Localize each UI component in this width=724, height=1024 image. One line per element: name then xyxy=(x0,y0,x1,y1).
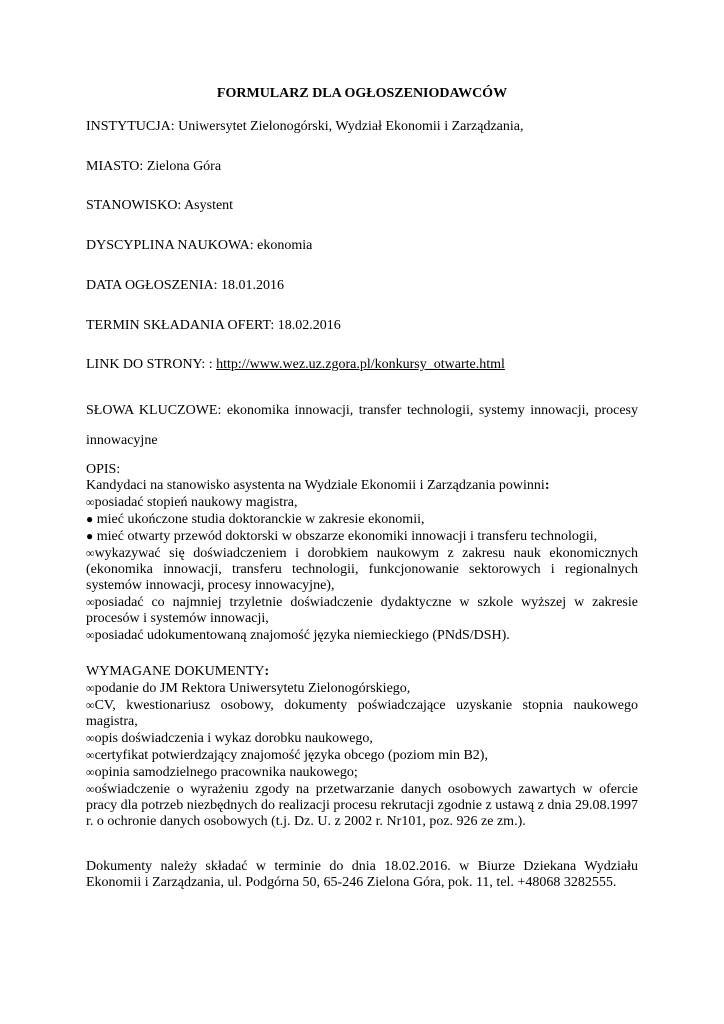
field-miasto xyxy=(86,157,638,177)
dot-bullet-icon: ● xyxy=(86,512,94,526)
list-item xyxy=(86,680,638,697)
field-label: INSTYTUCJA: xyxy=(86,119,175,134)
keywords-value: ekonomika innowacji, transfer technologii, systemy innowacji, procesy innowacyjne xyxy=(86,403,638,448)
infinity-bullet-icon: ∞ xyxy=(86,546,95,560)
list-item-text: wykazywać się doświadczeniem i dorobkiem naukowym z zakresu nauk ekonomicznych (ekonomika innowacji, transferu technologii, funkcjonowanie sektorowych i regionalnych systemów innowacji, procesy innowacyjne), xyxy=(86,546,638,593)
opis-section xyxy=(86,462,638,644)
infinity-bullet-icon: ∞ xyxy=(86,782,95,796)
list-item xyxy=(86,545,638,594)
field-value: Uniwersytet Zielonogórski, Wydział Ekonomii i Zarządzania, xyxy=(178,119,524,134)
field-dyscyplina xyxy=(86,236,638,256)
list-item xyxy=(86,494,638,511)
list-item xyxy=(86,730,638,747)
field-data-ogloszenia xyxy=(86,276,638,296)
field-label: MIASTO: xyxy=(86,159,144,174)
keywords-label: SŁOWA KLUCZOWE: xyxy=(86,403,222,418)
list-item xyxy=(86,627,638,644)
list-item-text: oświadczenie o wyrażeniu zgody na przetwarzanie danych osobowych zawartych w ofercie pracy dla potrzeb niezbędnych do realizacji procesu rekrutacji zgodnie z ustawą z dnia 29.08.1997 r. o ochronie danych osobowych (t.j. Dz. U. z 2002 r. Nr101, poz. 926 ze zm.). xyxy=(86,782,638,829)
list-item xyxy=(86,528,638,545)
link-label: LINK DO STRONY: : xyxy=(86,357,213,372)
list-item-text: mieć ukończone studia doktoranckie w zakresie ekonomii, xyxy=(93,512,425,527)
list-item xyxy=(86,697,638,730)
list-item-text: mieć otwarty przewód doktorski w obszarze ekonomiki innowacji i transferu technologii, xyxy=(93,529,598,544)
final-paragraph: Dokumenty należy składać w terminie do dnia 18.02.2016. w Biurze Dziekana Wydziału Ekonomii i Zarządzania, ul. Podgórna 50, 65-246 Zielona Góra, pok. 11, tel. +48068 3282555. xyxy=(86,859,638,890)
infinity-bullet-icon: ∞ xyxy=(86,765,95,779)
field-value: 18.02.2016 xyxy=(277,318,341,333)
list-item-text: posiadać stopień naukowy magistra, xyxy=(94,495,298,510)
infinity-bullet-icon: ∞ xyxy=(86,698,95,712)
infinity-bullet-icon: ∞ xyxy=(86,595,95,609)
field-label: DYSCYPLINA NAUKOWA: xyxy=(86,238,254,253)
field-label: TERMIN SKŁADANIA OFERT: xyxy=(86,318,275,333)
list-item xyxy=(86,781,638,830)
docs-section xyxy=(86,664,638,830)
infinity-bullet-icon: ∞ xyxy=(86,681,95,695)
list-item-text: certyfikat potwierdzający znajomość języka obcego (poziom min B2), xyxy=(94,748,488,763)
docs-heading-text: WYMAGANE DOKUMENTY xyxy=(86,664,265,679)
infinity-bullet-icon: ∞ xyxy=(86,731,95,745)
docs-heading xyxy=(86,664,638,680)
list-item-text: posiadać co najmniej trzyletnie doświadczenie dydaktyczne w szkole wyższej w zakresie procesów i systemów innowacji, xyxy=(86,595,638,626)
field-value: ekonomia xyxy=(257,238,313,253)
document-title: FORMULARZ DLA OGŁOSZENIODAWCÓW xyxy=(216,86,508,101)
infinity-bullet-icon: ∞ xyxy=(86,628,95,642)
field-keywords xyxy=(86,396,638,456)
field-label: DATA OGŁOSZENIA: xyxy=(86,278,218,293)
docs-heading-colon: : xyxy=(264,664,270,679)
field-termin xyxy=(86,316,638,336)
website-link[interactable]: http://www.wez.uz.zgora.pl/konkursy_otwarte.html xyxy=(216,357,505,372)
infinity-bullet-icon: ∞ xyxy=(86,748,95,762)
list-item-text: posiadać udokumentowaną znajomość języka niemieckiego (PNdS/DSH). xyxy=(94,628,510,643)
list-item xyxy=(86,747,638,764)
opis-intro xyxy=(86,478,638,494)
list-item xyxy=(86,511,638,528)
list-item-text: opinia samodzielnego pracownika naukowego; xyxy=(94,765,358,780)
list-item-text: opis doświadczenia i wykaz dorobku naukowego, xyxy=(94,731,373,746)
list-item-text: CV, kwestionariusz osobowy, dokumenty poświadczające uzyskanie stopnia naukowego magistra, xyxy=(86,698,638,729)
field-value: 18.01.2016 xyxy=(220,278,284,293)
infinity-bullet-icon: ∞ xyxy=(86,495,95,509)
opis-intro-text: Kandydaci na stanowisko asystenta na Wydziale Ekonomii i Zarządzania powinni xyxy=(86,478,545,493)
field-value: Zielona Góra xyxy=(146,159,222,174)
field-stanowisko xyxy=(86,196,638,216)
field-value: Asystent xyxy=(184,198,234,213)
list-item xyxy=(86,764,638,781)
opis-intro-colon: : xyxy=(544,478,550,493)
opis-heading: OPIS: xyxy=(86,462,121,477)
list-item xyxy=(86,594,638,627)
dot-bullet-icon: ● xyxy=(86,529,94,543)
field-label: STANOWISKO: xyxy=(86,198,182,213)
list-item-text: podanie do JM Rektora Uniwersytetu Zielonogórskiego, xyxy=(94,681,411,696)
field-instytucja xyxy=(86,117,638,137)
field-link xyxy=(86,355,638,375)
